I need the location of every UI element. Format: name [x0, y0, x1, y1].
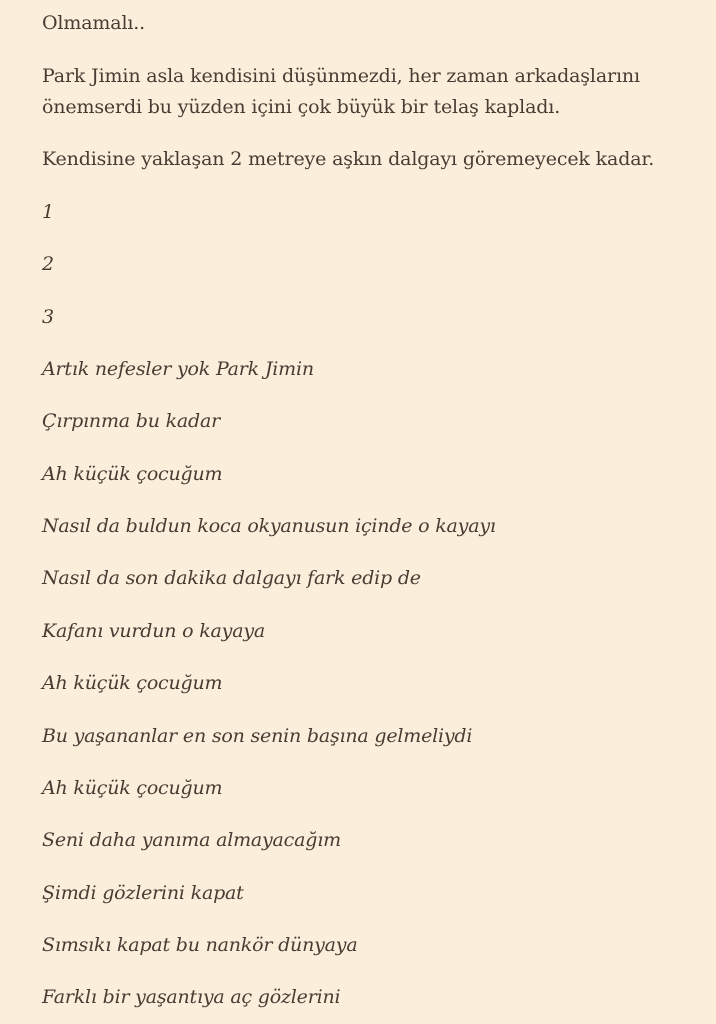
poem-line: Şimdi gözlerini kapat: [42, 882, 244, 904]
poem-line: Artık nefesler yok Park Jimin: [42, 358, 314, 380]
poem-line: Bu yaşananlar en son senin başına gelmeliydi: [42, 725, 473, 747]
poem-line: Çırpınma bu kadar: [42, 410, 221, 432]
poem-line: Ah küçük çocuğum: [42, 672, 223, 694]
story-paragraph-line: Park Jimin asla kendisini düşünmezdi, her zaman arkadaşlarını: [42, 65, 640, 87]
poem-line: 2: [42, 253, 54, 275]
poem-line: Ah küçük çocuğum: [42, 463, 223, 485]
poem-line: Ah küçük çocuğum: [42, 777, 223, 799]
poem-line: Kafanı vurdun o kayaya: [42, 620, 266, 642]
story-paragraph-line: önemserdi bu yüzden içini çok büyük bir telaş kapladı.: [42, 96, 561, 118]
poem-line: 1: [42, 201, 54, 223]
poem-line: 3: [42, 306, 54, 328]
poem-line: Sımsıkı kapat bu nankör dünyaya: [42, 934, 358, 956]
poem-line: Seni daha yanıma almayacağım: [42, 829, 341, 851]
poem-line: Nasıl da son dakika dalgayı fark edip de: [42, 567, 421, 589]
story-paragraph: Olmamalı..: [42, 12, 146, 34]
poem-line: Farklı bir yaşantıya aç gözlerini: [42, 986, 341, 1008]
story-paragraph: Kendisine yaklaşan 2 metreye aşkın dalgayı göremeyecek kadar.: [42, 148, 655, 170]
poem-line: Nasıl da buldun koca okyanusun içinde o kayayı: [42, 515, 496, 537]
